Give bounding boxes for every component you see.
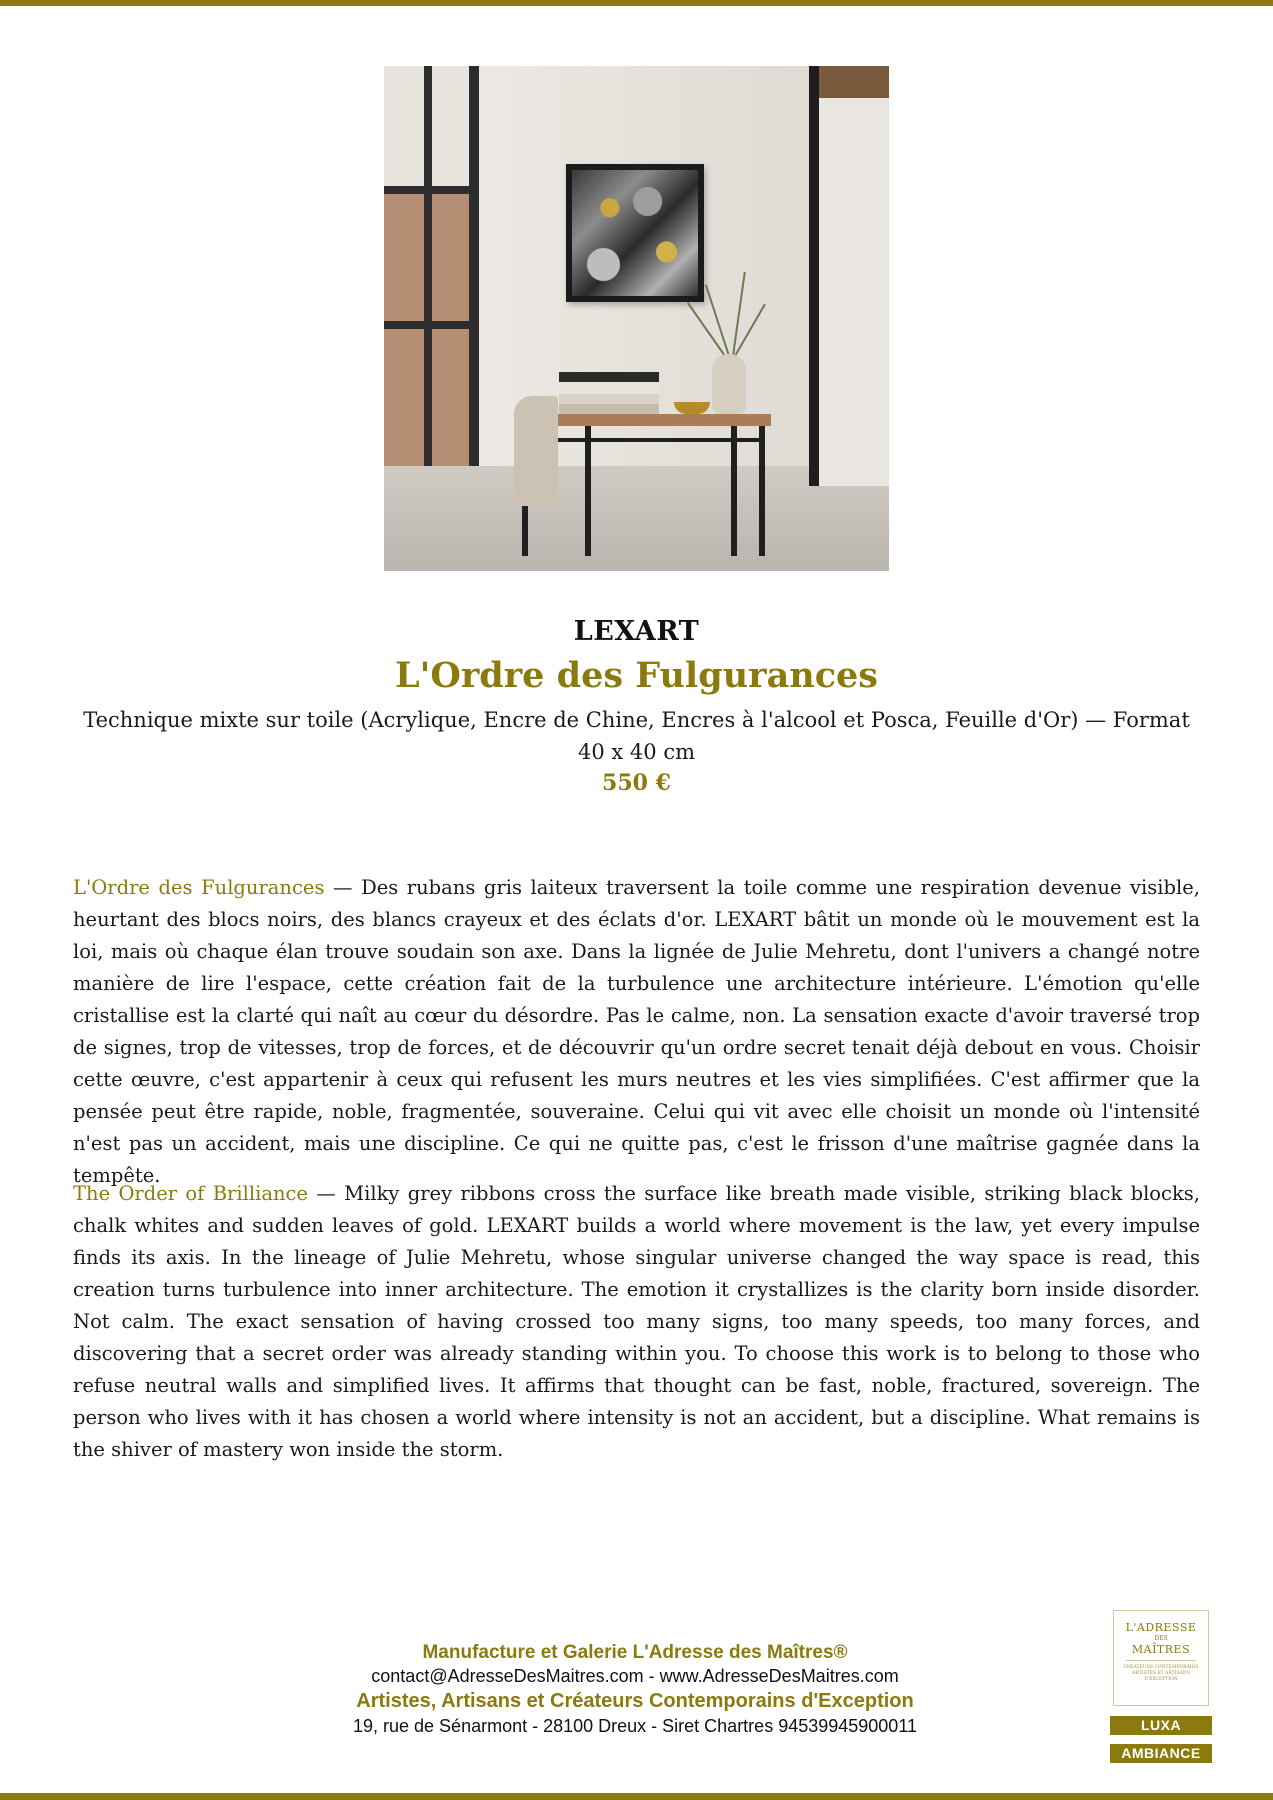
footer-tagline: Artistes, Artisans et Créateurs Contemporains d'Exception — [356, 1690, 914, 1712]
photo-throw — [514, 396, 558, 506]
logo-line3: MAÎTRES — [1131, 1643, 1191, 1656]
photo-painting — [566, 164, 704, 302]
badge-ambiance: AMBIANCE — [1110, 1744, 1212, 1763]
gallery-logo — [1113, 1610, 1209, 1706]
footer-address: 19, rue de Sénarmont - 28100 Dreux - Siret Chartres 94539945900011 — [352, 1716, 918, 1736]
footer-contact: contact@AdresseDesMaitres.com - www.AdresseDesMaitres.com — [371, 1666, 899, 1686]
artwork-photo — [384, 66, 889, 571]
description-en-body: — Milky grey ribbons cross the surface like breath made visible, striking black blocks, chalk whites and sudden leaves of gold. LEXART builds a world where movement is the law, yet every impulse finds its axis. In the lineage of Julie Mehretu, whose singular universe changed the way space is read, this creation turns turbulence into inner architecture. The emotion it crystallizes is the clarity born inside disorder. Not calm. The exact sensation of having crossed too many signs, too many speeds, too many forces, and discovering that a secret order was already standing within you. To choose this work is to belong to those who refuse neutral walls and simplified lives. It affirms that thought can be fast, noble, fractured, sovereign. The person who lives with it has chosen a world where intensity is not an accident, but a discipline. What remains is the shiver of mastery won inside the storm. — [73, 1182, 1200, 1461]
photo-doorway — [819, 66, 889, 486]
bottom-border — [0, 1793, 1273, 1800]
top-border — [0, 0, 1273, 6]
footer — [270, 1640, 1000, 1738]
photo-doorframe — [809, 66, 819, 486]
photo-vase — [712, 354, 746, 414]
artwork-technique: Technique mixte sur toile (Acrylique, Encre de Chine, Encres à l'alcool et Posca, Feuille d'Or) — Format 40 x 40 cm — [83, 708, 1190, 764]
artwork-title: L'Ordre des Fulgurances — [395, 655, 878, 696]
artwork-price: 550 € — [602, 770, 671, 796]
logo-line1: L'ADRESSE — [1125, 1621, 1197, 1634]
badge-luxa: LUXA — [1110, 1716, 1212, 1735]
description-fr — [73, 872, 1200, 1192]
artist-name: LEXART — [573, 616, 700, 647]
footer-company: Manufacture et Galerie L'Adresse des Maîtres® — [422, 1642, 848, 1663]
logo-line4: CRÉATEURS CONTEMPORAINS ARTISTES ET ARTISANS D'EXCEPTION — [1123, 1665, 1199, 1682]
logo-line2: DES — [1154, 1635, 1168, 1642]
photo-window — [384, 66, 479, 466]
description-en — [73, 1178, 1200, 1466]
photo-beam — [819, 66, 889, 98]
photo-books — [559, 372, 659, 414]
description-fr-lead: L'Ordre des Fulgurances — [73, 876, 325, 899]
description-fr-body: — Des rubans gris laiteux traversent la toile comme une respiration devenue visible, heurtant des blocs noirs, des blancs crayeux et des éclats d'or. LEXART bâtit un monde où le mouvement est la loi, mais où chaque élan trouve soudain son axe. Dans la lignée de Julie Mehretu, dont l'univers a changé notre manière de lire l'espace, cette création fait de la turbulence une architecture intérieure. L'émotion qu'elle cristallise est la clarté qui naît au cœur du désordre. Pas le calme, non. La sensation exacte d'avoir traversé trop de signes, trop de vitesses, trop de forces, et de découvrir qu'un ordre secret tenait déjà debout en vous. Choisir cette œuvre, c'est appartenir à ceux qui refusent les murs neutres et les vies simplifiées. C'est affirmer que la pensée peut être rapide, noble, fragmentée, souveraine. Celui qui vit avec elle choisit un monde où l'intensité n'est pas un accident, mais une discipline. Ce qui ne quitte pas, c'est le frisson d'une maîtrise gagnée dans la tempête. — [73, 876, 1201, 1187]
description-en-lead: The Order of Brilliance — [73, 1182, 308, 1205]
